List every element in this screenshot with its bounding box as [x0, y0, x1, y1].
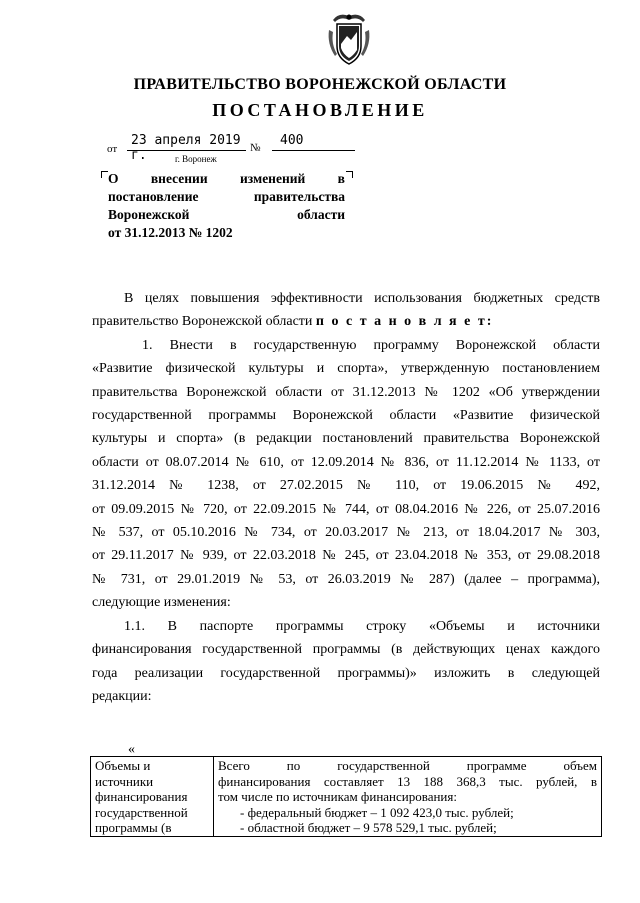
opening-quote: « [128, 742, 135, 757]
clause-1-line: правительства Воронежской области от 31.12.2013 № 1202 «Об утверждении [92, 384, 600, 400]
document-subject [108, 170, 345, 242]
clause-1-line: следующие изменения: [92, 595, 231, 611]
document-type-title: ПОСТАНОВЛЕНИЕ [212, 100, 428, 120]
clause-1-line: от 09.09.2015 № 720, от 22.09.2015 № 744, от 08.04.2016 № 226, от 25.07.2016 [92, 501, 600, 517]
document-body [92, 287, 600, 708]
cell-line: Всего по государственной программе объем [218, 758, 597, 773]
subject-word: правительства [253, 189, 345, 204]
clause-1-line: государственной программы Воронежской области «Развитие физической [92, 408, 600, 424]
clause-1-1-line: 1.1. В паспорте программы строку «Объемы и источники [124, 618, 600, 634]
cell-line: финансирования составляет 13 188 368,3 тыс. рублей, в [218, 773, 597, 789]
subject-line: от 31.12.2013 № 1202 [108, 225, 233, 240]
subject-word: постановление [108, 189, 199, 204]
number-sign: № [250, 142, 261, 154]
city-label: г. Воронеж [175, 154, 217, 164]
bracket-corner-right [346, 171, 353, 178]
clause-1-1-line: года реализации государственной программы)» изложить в следующей [92, 665, 600, 681]
cell-line: - областной бюджет – 9 578 529,1 тыс. рублей; [240, 820, 497, 835]
clause-1-1-line: финансирования государственной программы (в действующих ценах каждого [92, 642, 600, 658]
organization-title: ПРАВИТЕЛЬСТВО ВОРОНЕЖСКОЙ ОБЛАСТИ [133, 76, 507, 93]
clause-1-1-line: редакции: [92, 688, 152, 704]
table-cell-value [214, 757, 602, 837]
subject-word: О [108, 171, 119, 186]
date-prefix: от [107, 143, 118, 155]
cell-line: - федеральный бюджет – 1 092 423,0 тыс. рублей; [240, 804, 514, 820]
document-date: 23 апреля 2019 г. [127, 133, 246, 151]
cell-line: программы (в [95, 820, 172, 835]
subject-word: Воронежской [108, 207, 190, 222]
clause-1-line: 1. Внести в государственную программу Воронежской области [142, 337, 600, 353]
cell-line: Объемы и [95, 758, 151, 773]
preamble-text: правительство Воронежской области [92, 314, 313, 330]
preamble-line: В целях повышения эффективности использования бюджетных средств [124, 291, 600, 306]
table-cell-label [91, 757, 214, 837]
cell-line: финансирования [95, 789, 188, 804]
clause-1-line: 31.12.2014 № 1238, от 27.02.2015 № 110, от 19.06.2015 № 492, [92, 478, 600, 494]
cell-line: источники [95, 773, 154, 789]
subject-word: внесении [150, 171, 208, 186]
resolves-word: п о с т а н о в л я е т: [315, 314, 494, 330]
subject-word: области [297, 207, 345, 222]
clause-1-line: от 29.11.2017 № 939, от 22.03.2018 № 245, от 23.04.2018 № 353, от 29.08.2018 [92, 548, 600, 564]
bracket-corner-left [101, 171, 108, 178]
cell-line: том числе по источникам финансирования: [218, 789, 457, 804]
clause-1-line: № 731, от 29.01.2019 № 53, от 26.03.2019 № 287) (далее – программа), [92, 571, 600, 587]
coat-of-arms-icon [325, 10, 373, 68]
clause-1-line: № 537, от 05.10.2016 № 734, от 20.03.2017 № 213, от 18.04.2017 № 303, [92, 525, 600, 541]
clause-1-line: области от 08.07.2014 № 610, от 12.09.2014 № 836, от 11.12.2014 № 1133, от [92, 454, 600, 470]
table-row [91, 757, 602, 837]
clause-1-line: культуры и спорта» (в редакции постановлений правительства Воронежской [92, 431, 600, 447]
clause-1-line: «Развитие физической культуры и спорта», утвержденную постановлением [92, 361, 600, 377]
preamble-line [92, 310, 600, 333]
subject-word: изменений [239, 171, 306, 186]
cell-line: государственной [95, 804, 188, 820]
subject-word: в [337, 171, 345, 186]
passport-table [90, 756, 602, 837]
document-number: 400 [272, 133, 355, 151]
